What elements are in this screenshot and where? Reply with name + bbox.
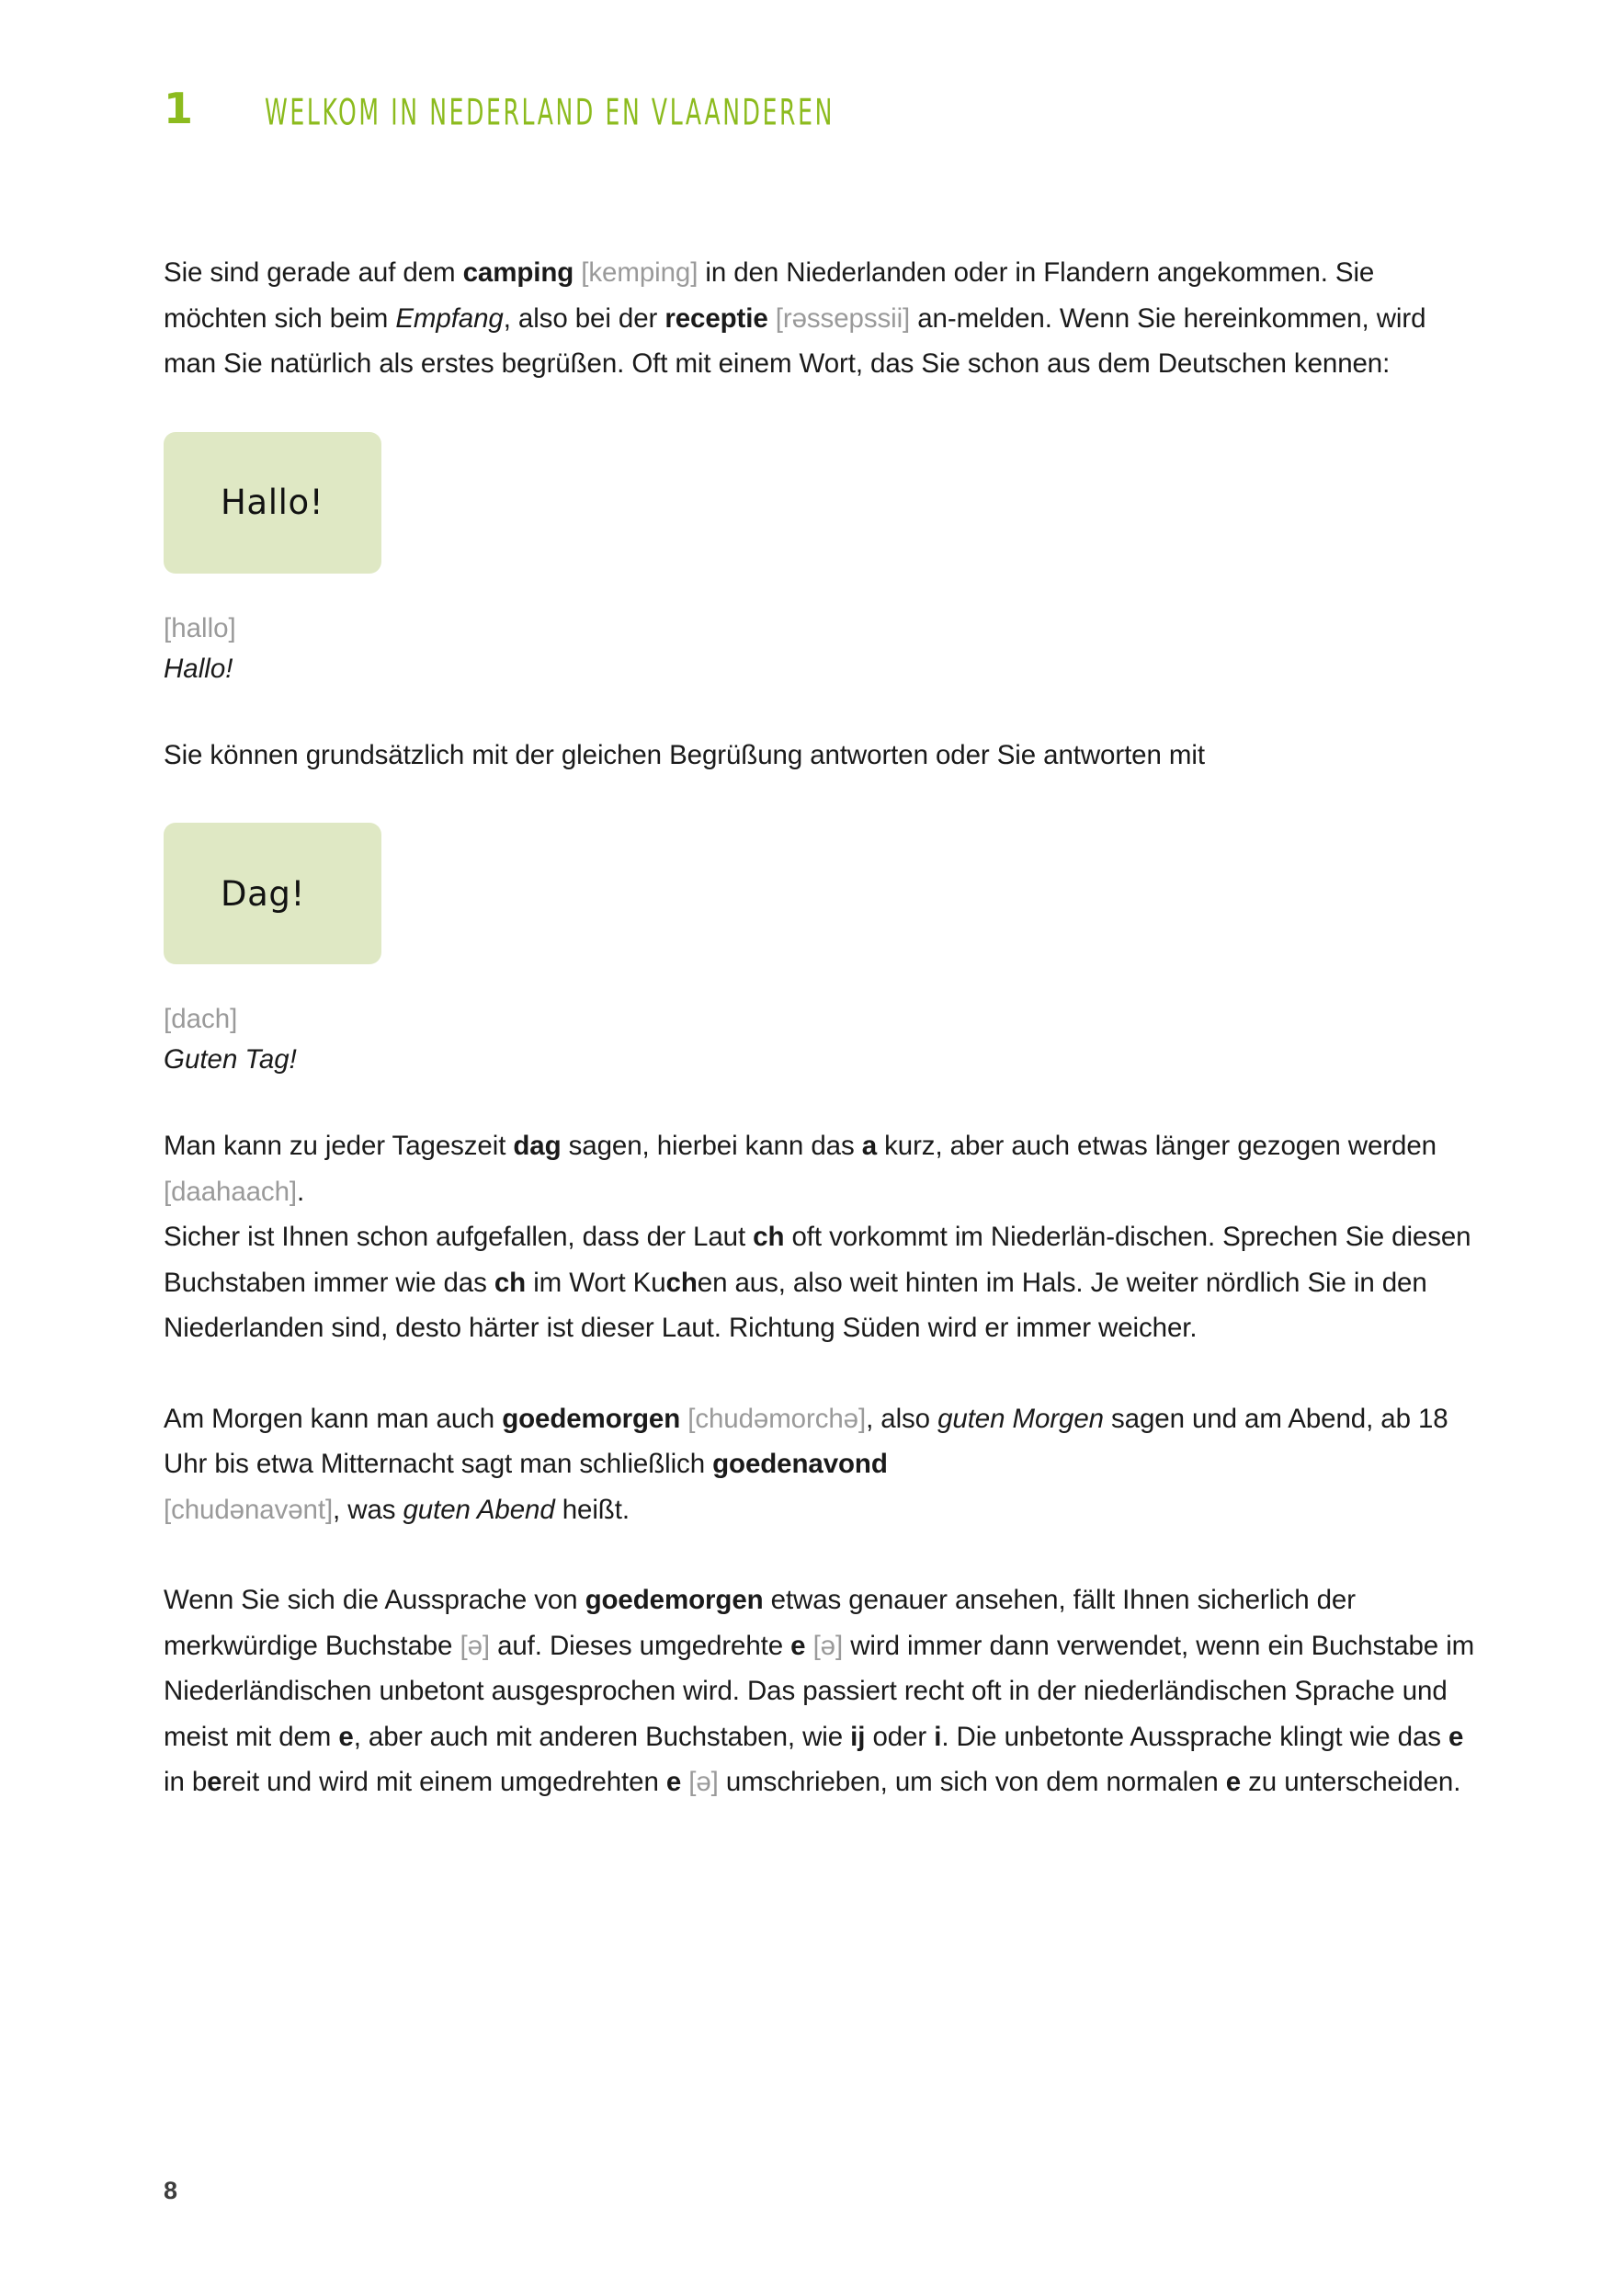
phrase-card-text: Hallo! xyxy=(221,483,324,522)
spacer xyxy=(164,689,1478,733)
letter-e-in-bereit: e xyxy=(207,1767,222,1797)
letter-ch-in-kuchen: ch xyxy=(665,1267,698,1298)
term-receptie: receptie xyxy=(664,302,768,334)
letter-e: e xyxy=(1225,1767,1242,1797)
text-run: in b xyxy=(164,1767,208,1797)
phonetic-chudenavent: [chudənavənt] xyxy=(164,1494,334,1525)
phrase-card-hallo xyxy=(164,432,381,574)
phrase-card-text: Dag! xyxy=(221,873,305,914)
phrase-block-hallo xyxy=(164,432,1478,689)
phrase-translation-dag: Guten Tag! xyxy=(164,1044,297,1075)
text-run: , aber auch mit anderen Buchstaben, wie xyxy=(353,1721,851,1752)
letter-e: e xyxy=(665,1767,682,1797)
letter-ch: ch xyxy=(494,1267,527,1298)
schwa-paragraph xyxy=(164,1577,1478,1805)
text-run: oft vorkommt im Niederlän-dischen. Sprechen Sie diesen Buchstaben immer wie das xyxy=(164,1222,1471,1298)
text-run: Man kann zu jeder Tageszeit xyxy=(164,1131,514,1161)
text-run: , also bei der xyxy=(503,302,665,334)
spacer xyxy=(164,778,1478,823)
dag-paragraph xyxy=(164,1123,1478,1351)
text-run: . Die unbetonte Aussprache klingt wie das xyxy=(941,1721,1449,1752)
phrase-translation-hallo: Hallo! xyxy=(164,653,233,684)
phrase-block-dag xyxy=(164,823,1478,1080)
spacer xyxy=(164,1532,1478,1577)
text-run: auf. Dieses umgedrehte xyxy=(489,1630,791,1661)
text-run: Wenn Sie sich die Aussprache von xyxy=(164,1585,585,1615)
text-run: , was xyxy=(333,1494,403,1525)
phrase-phonetic-hallo: [hallo] xyxy=(164,612,236,643)
text-run: oder xyxy=(865,1721,935,1752)
italic-empfang: Empfang xyxy=(395,302,504,334)
spacer xyxy=(164,387,1478,432)
term-goedemorgen: goedemorgen xyxy=(502,1403,681,1434)
term-camping: camping xyxy=(462,257,574,288)
letter-i: i xyxy=(934,1721,942,1752)
phonetic-schwa: [ə] xyxy=(460,1630,490,1661)
intro-paragraph xyxy=(164,250,1478,387)
text-run: en aus, also weit hinten im Hals. Je weiter nördlich Sie in den Niederlanden sind, desto härter ist dieser Laut. Richtung Süden wird er immer weicher. xyxy=(164,1267,1427,1343)
italic-guten-abend: guten Abend xyxy=(403,1494,555,1525)
page-content xyxy=(164,250,1478,1805)
text-run: in den Niederlanden oder in Flandern angekommen. Sie möchten sich beim xyxy=(164,257,1375,334)
text-run: . xyxy=(297,1176,305,1207)
letter-e: e xyxy=(790,1630,806,1661)
letter-ij: ij xyxy=(850,1721,866,1752)
spacer xyxy=(164,1351,1478,1396)
text-run: im Wort Ku xyxy=(526,1267,666,1298)
morgen-paragraph xyxy=(164,1396,1478,1533)
italic-guten-morgen: guten Morgen xyxy=(937,1403,1104,1434)
text-run: kurz, aber auch etwas länger gezogen werden xyxy=(877,1131,1437,1161)
letter-e: e xyxy=(338,1721,354,1752)
page-number: 8 xyxy=(164,2177,178,2204)
text-run: Sicher ist Ihnen schon aufgefallen, dass der Laut xyxy=(164,1222,754,1252)
text-run: etwas genauer ansehen, fällt Ihnen sicherlich der merkwürdige Buchstabe xyxy=(164,1585,1356,1661)
letter-e: e xyxy=(1448,1721,1464,1752)
phrase-card-dag xyxy=(164,823,381,964)
phonetic-chudemorche: [chudəmorchə] xyxy=(680,1403,867,1434)
text-run: reit und wird mit einem umgedrehten xyxy=(221,1767,666,1797)
text-run: sagen, hierbei kann das xyxy=(561,1131,862,1161)
text-run: Sie sind gerade auf dem xyxy=(164,257,463,288)
phonetic-schwa: [ə] xyxy=(805,1630,844,1661)
text-run: sagen und am Abend, ab 18 Uhr bis etwa Mitternacht sagt man schließlich xyxy=(164,1403,1448,1479)
chapter-number: 1 xyxy=(164,84,193,133)
text-run: an-melden. Wenn Sie hereinkommen, wird man Sie natürlich als erstes begrüßen. Oft mit einem Wort, das Sie schon aus dem Deutschen kennen: xyxy=(164,302,1426,379)
letter-ch: ch xyxy=(753,1222,785,1252)
spacer xyxy=(164,1080,1478,1123)
bridge-paragraph: Sie können grundsätzlich mit der gleichen Begrüßung antworten oder Sie antworten mit xyxy=(164,739,1205,770)
phrase-phonetic-dag: [dach] xyxy=(164,1004,238,1034)
phonetic-ressepssii: [rəssepssii] xyxy=(767,302,911,334)
term-goedenavond: goedenavond xyxy=(712,1449,888,1479)
phonetic-schwa: [ə] xyxy=(681,1767,719,1797)
text-run: wird immer dann verwendet, wenn ein Buchstabe im Niederländischen unbetont ausgesprochen wird. Das passiert recht oft in der niederländischen Sprache und meist mit dem xyxy=(164,1630,1475,1752)
text-run: Am Morgen kann man auch xyxy=(164,1403,503,1434)
letter-a: a xyxy=(861,1131,878,1161)
phonetic-kemping: [kemping] xyxy=(574,257,698,288)
text-run: zu unterscheiden. xyxy=(1241,1767,1461,1797)
chapter-title: WELKOM IN NEDERLAND EN VLAANDEREN xyxy=(265,92,835,134)
text-run: umschrieben, um sich von dem normalen xyxy=(718,1767,1226,1797)
chapter-header xyxy=(164,84,960,134)
term-dag: dag xyxy=(513,1131,562,1161)
phonetic-daahaach: [daahaach] xyxy=(164,1176,297,1207)
term-goedemorgen: goedemorgen xyxy=(585,1585,764,1615)
text-run: heißt. xyxy=(554,1494,630,1525)
text-run: , also xyxy=(866,1403,938,1434)
